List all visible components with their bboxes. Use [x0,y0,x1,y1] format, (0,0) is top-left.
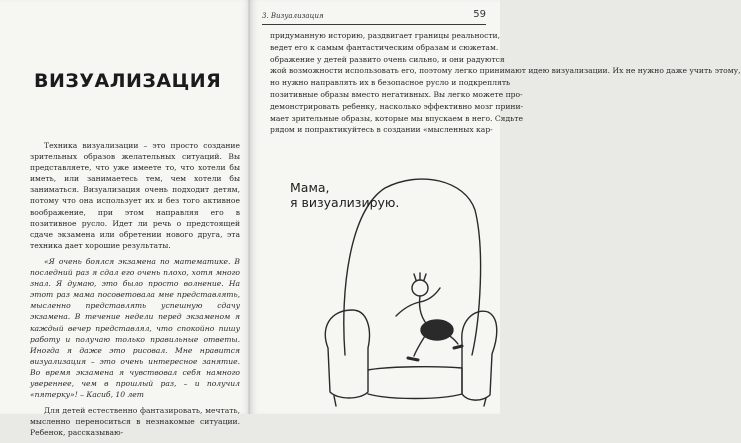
running-head [262,10,486,25]
intro-paragraph: Техника визуализации – это просто создание зрительных образов желательных ситуаций. Вы представляете, что уже имеете то, что хотели бы иметь, или занимаетесь тем, чем хотели бы заниматься. Визуализация очень подходит детям, потому что она использует их и без того активное воображение, при этом направляя его в позитивное русло. Идет ли речь о предстоящей сдаче экзамена или обретении нового друга, эта техника дает хорошие результаты. [30,141,240,250]
text-line: придуманную историю, раздвигает границы реальности, [270,31,501,40]
left-page [0,0,250,438]
running-head-chapter: 3. Визуализация [262,12,324,20]
child-shoes [408,346,462,360]
left-body-text [30,140,240,443]
speech-line: Мама, [290,180,330,195]
armchair-left-arm [325,310,369,398]
child-shorts [421,320,453,340]
text-line: жой возможности использовать его, поэтому легко принимают идею визуализации. Их не нужно даже учить этому, [270,66,741,76]
quote-paragraph: «Я очень боялся экзамена по математике. В последний раз я сдал его очень плохо, хотя много знал. Я думаю, это было просто волнение. На этот раз мама посоветовала мне представлять, мысленно представлять успешную сдачу экзамена. В течение недели перед экзаменом я каждый вечер представлял, что спокойно пишу работу и получаю только правильные ответы. Иногда я даже это рисовал. Мне нравится визуализация – это очень интересное занятие. Во время экзамена я чувствовал себя намного увереннее, чем в прошлый раз, – и получил «пятерку»! – Касиб, 10 лет [30,256,240,400]
child-head [412,280,428,296]
speech-bubble [290,180,399,210]
text-line: мает зрительные образы, которые мы впускаем в него. Сядьте [270,113,523,123]
chapter-title: ВИЗУАЛИЗАЦИЯ [34,70,222,92]
speech-line: я визуализирую. [290,195,400,210]
right-page [250,0,741,414]
child-hair [414,273,426,280]
closing-paragraph: Для детей естественно фантазировать, мечтать, мысленно переноситься в незнакомые ситуации. Ребенок, рассказываю- [30,406,240,438]
text-line: ображение у детей развито очень сильно, и они радуются [270,54,505,64]
text-line: рядом и попрактикуйтесь в создании «мысленных кар- [270,125,493,135]
right-body-text [270,30,741,136]
text-line: позитивные образы вместо негативных. Вы легко можете про- [270,89,523,99]
child-left-arm [396,302,420,316]
page-number: 59 [473,9,486,20]
text-line: демонстрировать ребенку, насколько эффективно мозг прини- [270,101,524,111]
text-line: ведет его к самым фантастическим образам и сюжетам. [270,42,499,52]
armchair-right-arm [462,311,497,400]
text-line: но нужно направлять их в безопасное русло и подкреплять [270,78,511,88]
armchair-seat [368,367,462,399]
